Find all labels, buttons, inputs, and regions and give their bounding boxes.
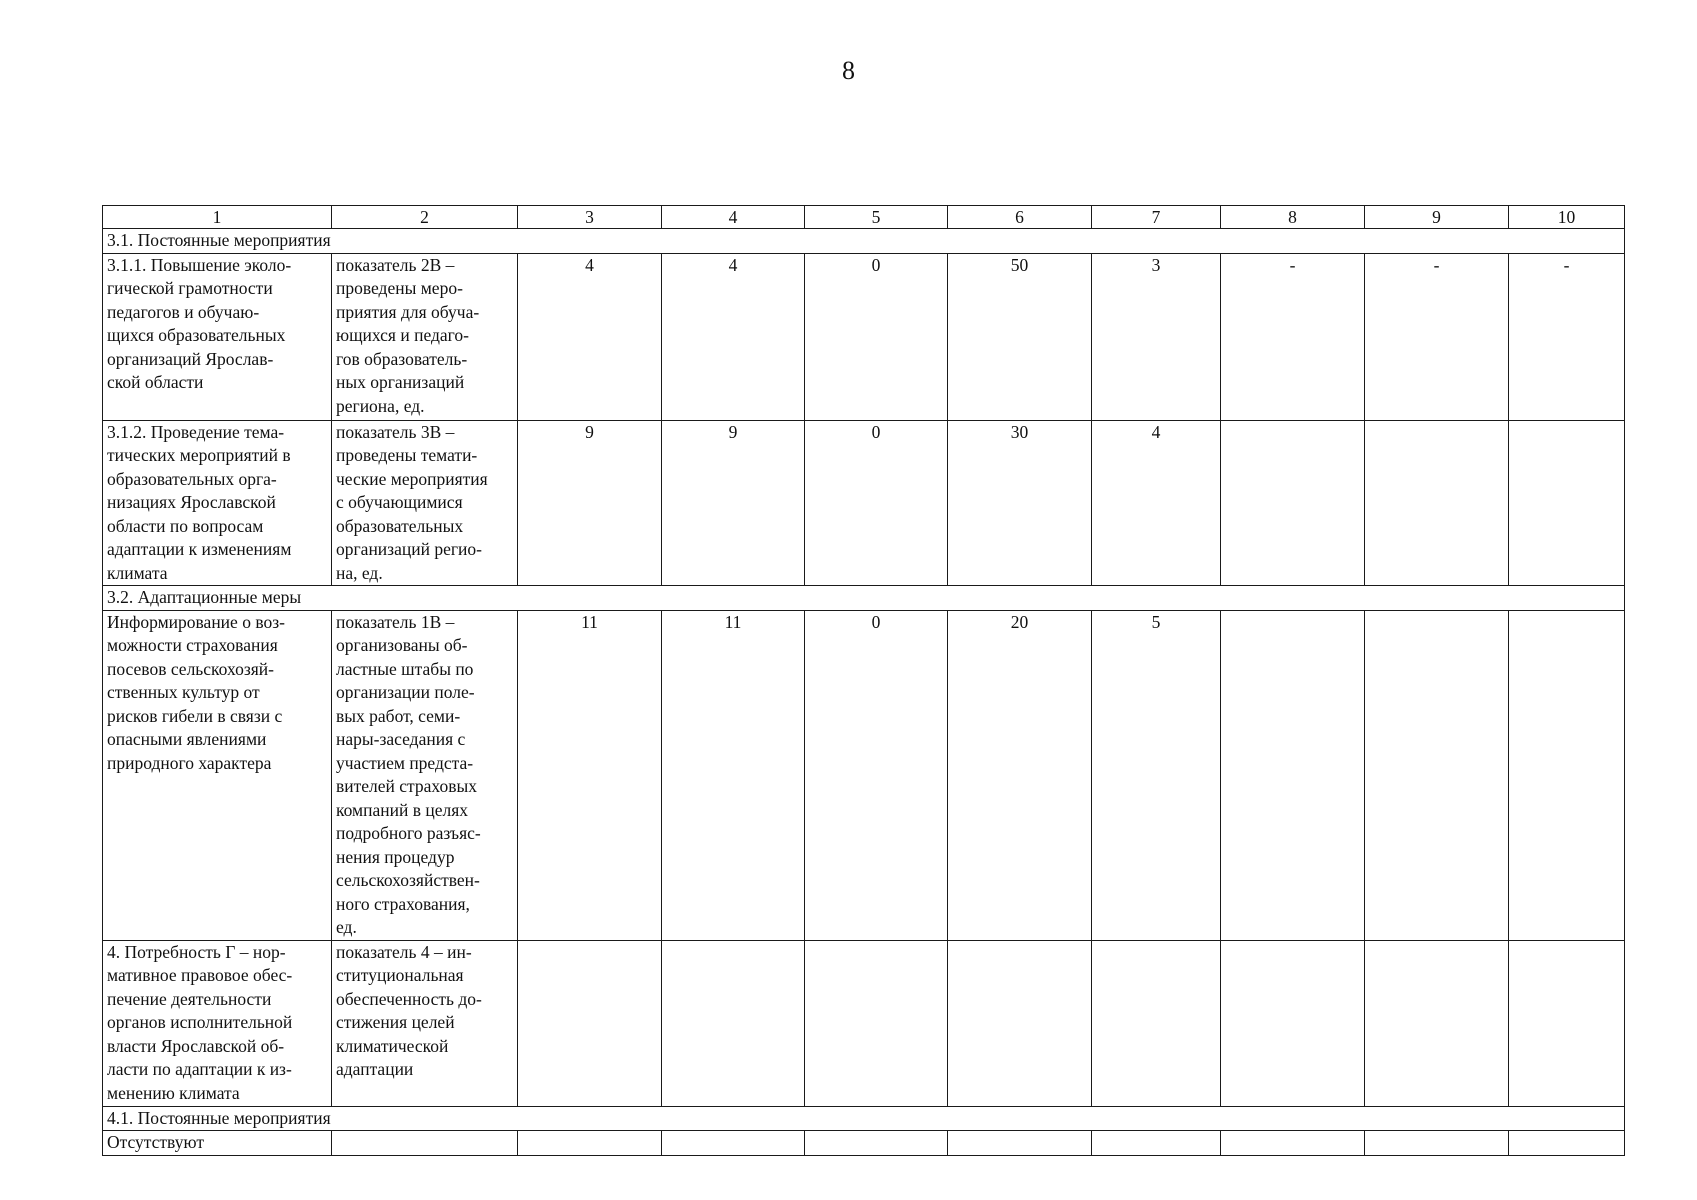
empty-cell [332, 1131, 518, 1156]
need-name: 4. Потребность Г – нор- мативное правовое обес- печение деятельности органов исполнительной власти Ярославской об- ласти по адаптации к из- менению климата [103, 940, 332, 1106]
measure-name: Информирование о воз- можности страхования посевов сельскохозяй- ственных культур от рисков гибели в связи с опасными явлениями природного характера [103, 610, 332, 940]
column-header-2: 2 [332, 206, 518, 229]
empty-cell [948, 940, 1092, 1106]
value-cell: 4 [662, 253, 805, 420]
value-cell: 20 [948, 610, 1092, 940]
page-number: 8 [842, 56, 855, 85]
section-row [103, 1106, 1625, 1131]
value-cell: 9 [662, 420, 805, 586]
column-header-6: 6 [948, 206, 1092, 229]
empty-cell [1365, 420, 1509, 586]
empty-cell [805, 1131, 948, 1156]
value-cell: 0 [805, 253, 948, 420]
empty-cell [1221, 940, 1365, 1106]
column-header-5: 5 [805, 206, 948, 229]
value-cell: 4 [518, 253, 662, 420]
empty-cell [1092, 1131, 1221, 1156]
column-header-1: 1 [103, 206, 332, 229]
plan-table [102, 205, 1625, 1156]
table-row [103, 1131, 1625, 1156]
value-cell: 4 [1092, 420, 1221, 586]
table-row [103, 253, 1625, 420]
empty-cell [805, 940, 948, 1106]
empty-cell [1365, 610, 1509, 940]
indicator-text: показатель 4 – ин- ституциональная обеспеченность до- стижения целей климатической адаптации [332, 940, 518, 1106]
column-header-8: 8 [1221, 206, 1365, 229]
empty-cell [948, 1131, 1092, 1156]
empty-cell [1092, 940, 1221, 1106]
measure-name: 3.1.2. Проведение тема- тических мероприятий в образовательных орга- низациях Ярославской области по вопросам адаптации к изменениям климата [103, 420, 332, 586]
table-row [103, 420, 1625, 586]
empty-cell [1221, 1131, 1365, 1156]
section-title-3-2: 3.2. Адаптационные меры [103, 586, 1625, 611]
column-header-7: 7 [1092, 206, 1221, 229]
empty-cell [1509, 610, 1625, 940]
section-title-3-1: 3.1. Постоянные мероприятия [103, 229, 1625, 254]
value-cell: 9 [518, 420, 662, 586]
value-cell: 50 [948, 253, 1092, 420]
table-row [103, 940, 1625, 1106]
section-row [103, 229, 1625, 254]
section-title-4-1: 4.1. Постоянные мероприятия [103, 1106, 1625, 1131]
value-cell: 5 [1092, 610, 1221, 940]
column-number-row [103, 206, 1625, 229]
value-cell: 30 [948, 420, 1092, 586]
empty-cell [1365, 940, 1509, 1106]
value-cell: - [1365, 253, 1509, 420]
empty-cell [1509, 420, 1625, 586]
column-header-4: 4 [662, 206, 805, 229]
empty-cell [662, 1131, 805, 1156]
empty-cell [1509, 1131, 1625, 1156]
value-cell: 3 [1092, 253, 1221, 420]
empty-cell [1221, 610, 1365, 940]
indicator-text: показатель 1В – организованы об- ластные штабы по организации поле- вых работ, семи- нары-заседания с участием предста- вителей страховых компаний в целях подробного разъяс- нения процедур сельскохозяйствен- ного страхования, ед. [332, 610, 518, 940]
column-header-3: 3 [518, 206, 662, 229]
empty-cell [1221, 420, 1365, 586]
empty-cell [662, 940, 805, 1106]
column-header-10: 10 [1509, 206, 1625, 229]
value-cell: 11 [662, 610, 805, 940]
value-cell: 11 [518, 610, 662, 940]
table-row [103, 610, 1625, 940]
empty-cell [518, 1131, 662, 1156]
measure-name: 3.1.1. Повышение эколо- гической грамотности педагогов и обучаю- щихся образовательных организаций Ярослав- ской области [103, 253, 332, 420]
value-cell: 0 [805, 610, 948, 940]
section-row [103, 586, 1625, 611]
empty-cell [1509, 940, 1625, 1106]
value-cell: - [1509, 253, 1625, 420]
indicator-text: показатель 3В – проведены темати- ческие мероприятия с обучающимися образовательных организаций регио- на, ед. [332, 420, 518, 586]
empty-cell [518, 940, 662, 1106]
value-cell: - [1221, 253, 1365, 420]
value-cell: 0 [805, 420, 948, 586]
indicator-text: показатель 2В – проведены меро- приятия для обуча- ющихся и педаго- гов образователь- ных организаций региона, ед. [332, 253, 518, 420]
column-header-9: 9 [1365, 206, 1509, 229]
measure-name: Отсутствуют [103, 1131, 332, 1156]
empty-cell [1365, 1131, 1509, 1156]
